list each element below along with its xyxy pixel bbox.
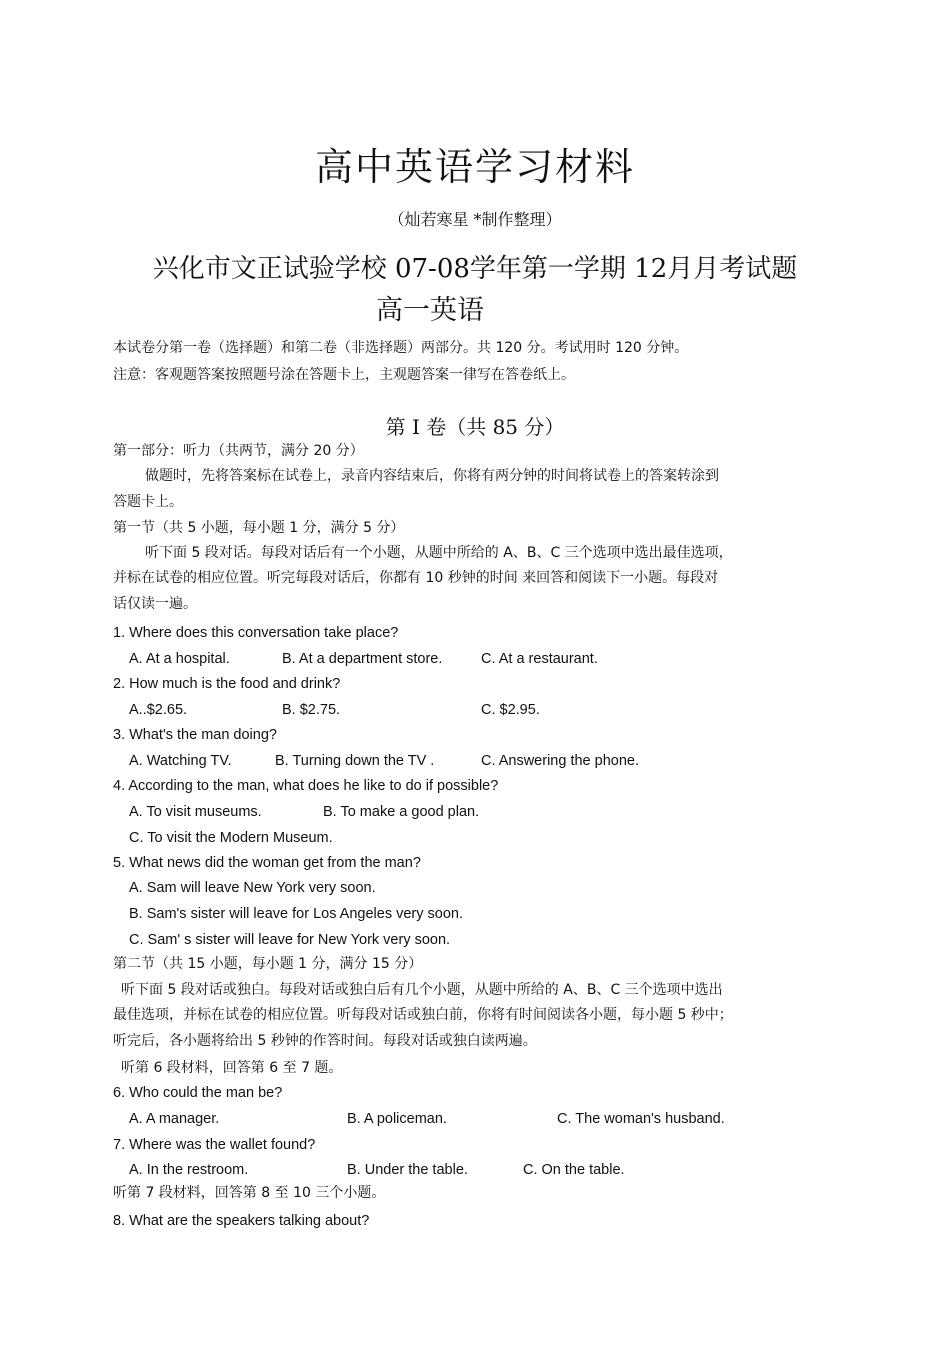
option-c: C. The woman's husband. [557, 1111, 725, 1127]
section2-heading: 第二节（共 15 小题，每小题 1 分，满分 15 分） [113, 956, 423, 972]
option-b: B. A policeman. [347, 1111, 447, 1127]
option-c: C. On the table. [523, 1162, 625, 1178]
option-b: B. Sam's sister will leave for Los Angeles very soon. [129, 906, 463, 922]
question-stem: 2. How much is the food and drink? [113, 676, 341, 692]
material-7-instruction: 听第 7 段材料，回答第 8 至 10 三个小题。 [113, 1185, 386, 1201]
option-a: A. Sam will leave New York very soon. [129, 880, 376, 896]
material-6-instruction: 听第 6 段材料，回答第 6 至 7 题。 [121, 1060, 343, 1076]
part1-heading: 第一部分：听力（共两节，满分 20 分） [113, 443, 364, 459]
option-a: A..$2.65. [129, 702, 188, 718]
section1-instruction-line-1: 听下面 5 段对话。每段对话后有一个小题，从题中所给的 A、B、C 三个选项中选出最佳选项， [145, 545, 733, 561]
page-title: 高中英语学习材料 [314, 145, 635, 189]
part1-note-line-2: 答题卡上。 [113, 494, 183, 510]
option-a: A. A manager. [129, 1111, 220, 1127]
option-c: C. At a restaurant. [481, 651, 598, 667]
option-c: C. To visit the Modern Museum. [129, 830, 333, 846]
option-c: C. $2.95. [481, 702, 540, 718]
option-b: B. At a department store. [282, 651, 443, 667]
section1-heading: 第一节（共 5 小题，每小题 1 分，满分 5 分） [113, 520, 405, 536]
section1-instruction-line-3: 话仅读一遍。 [113, 596, 197, 612]
option-c: C. Sam' s sister will leave for New York very soon. [129, 932, 451, 948]
section1-instruction-line-2: 并标在试卷的相应位置。听完每段对话后，你都有 10 秒钟的时间 来回答和阅读下一小题。每段对 [113, 570, 719, 586]
option-b: B. $2.75. [282, 702, 341, 718]
intro-line-2: 注意：客观题答案按照题号涂在答题卡上，主观题答案一律写在答卷纸上。 [113, 367, 575, 383]
exam-title: 兴化市文正试验学校 07-08学年第一学期 12月月考试题 [152, 254, 798, 284]
option-a: A. To visit museums. [129, 804, 262, 820]
section2-instruction-line-1: 听下面 5 段对话或独白。每段对话或独白后有几个小题，从题中所给的 A、B、C 三个选项中选出 [121, 982, 723, 998]
page-subtitle: （灿若寒星 *制作整理） [388, 210, 562, 229]
exam-subject: 高一英语 [376, 295, 484, 326]
section2-instruction-line-3: 听完后，各小题将给出 5 秒钟的作答时间。每段对话或独白读两遍。 [113, 1033, 537, 1049]
intro-line-1: 本试卷分第一卷（选择题）和第二卷（非选择题）两部分。共 120 分。考试用时 120 分钟。 [113, 340, 689, 356]
question-stem: 6. Who could the man be? [113, 1085, 283, 1101]
part1-note-line-1: 做题时，先将答案标在试卷上，录音内容结束后，你将有两分钟的时间将试卷上的答案转涂到 [145, 468, 719, 484]
section2-instruction-line-2: 最佳选项，并标在试卷的相应位置。听每段对话或独白前，你将有时间阅读各小题，每小题 5 秒中； [113, 1007, 733, 1023]
option-a: A. Watching TV. [129, 753, 232, 769]
question-stem: 8. What are the speakers talking about? [113, 1213, 370, 1229]
option-c: C. Answering the phone. [481, 753, 639, 769]
option-b: B. Turning down the TV . [275, 753, 435, 769]
option-b: B. To make a good plan. [323, 804, 480, 820]
volume-heading: 第 I 卷（共 85 分） [385, 415, 565, 439]
question-stem: 4. According to the man, what does he like to do if possible? [113, 778, 499, 794]
option-a: A. At a hospital. [129, 651, 230, 667]
question-stem: 3. What's the man doing? [113, 727, 277, 743]
option-b: B. Under the table. [347, 1162, 468, 1178]
question-stem: 1. Where does this conversation take place? [113, 625, 399, 641]
question-stem: 5. What news did the woman get from the man? [113, 855, 421, 871]
question-stem: 7. Where was the wallet found? [113, 1137, 316, 1153]
option-a: A. In the restroom. [129, 1162, 249, 1178]
